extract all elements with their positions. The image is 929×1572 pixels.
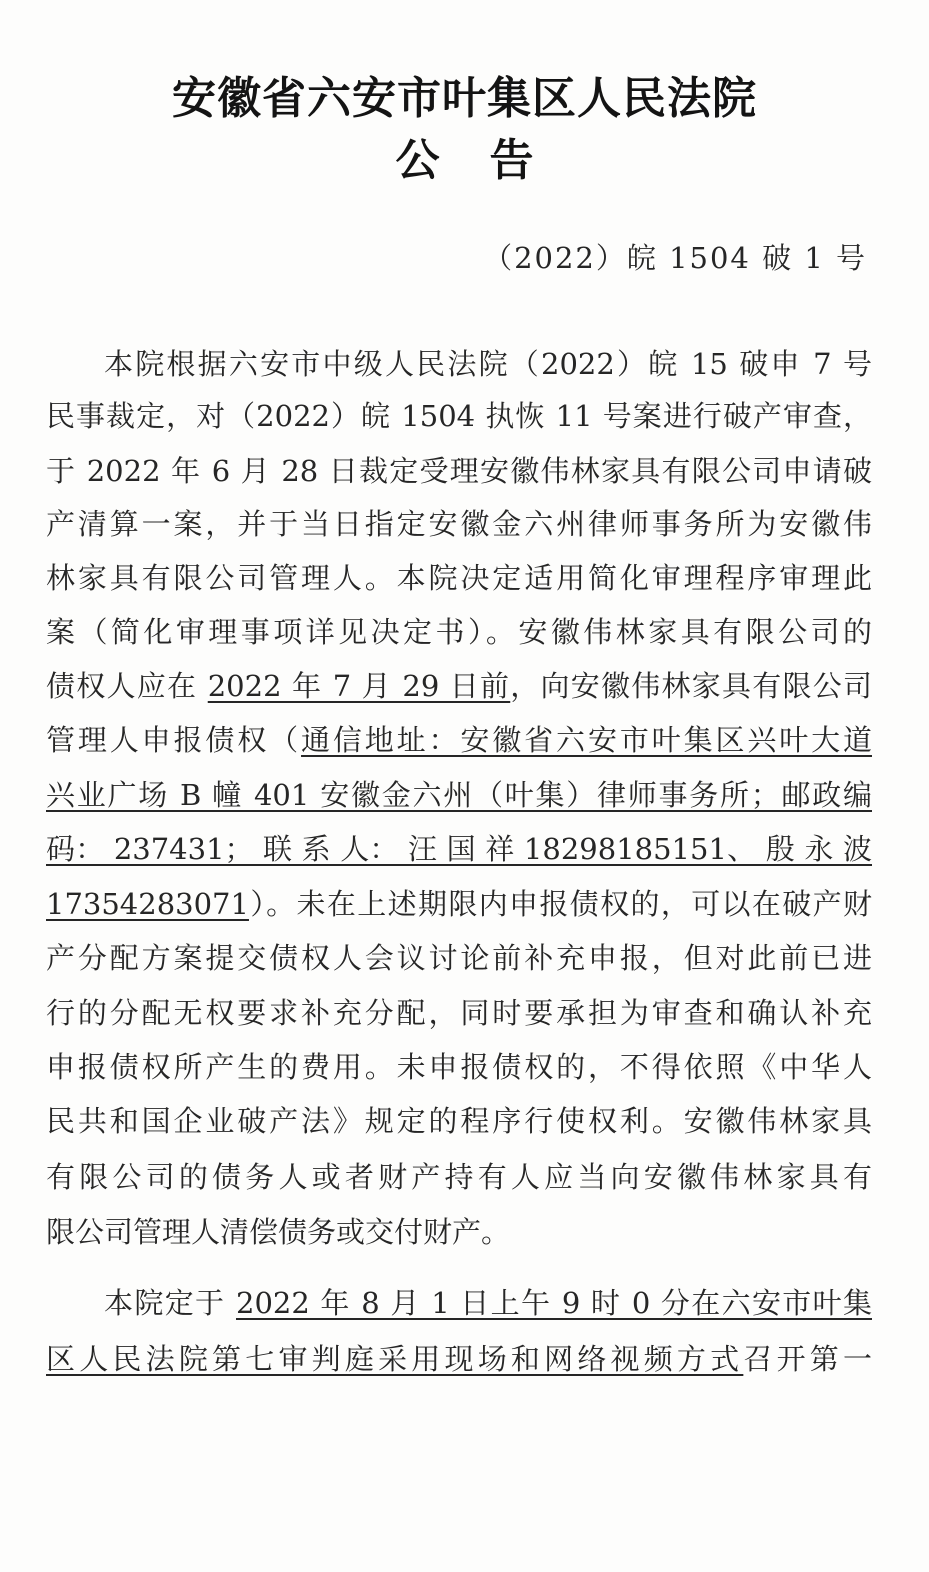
body-text: 召开第一 [743,1342,872,1376]
body-line: 案（简化审理事项详见决定书）。安徽伟林家具有限公司的 [46,615,872,649]
body-text: 债权人应在 [46,669,208,703]
document-type-heading: 公告 [395,135,584,186]
body-line: 民共和国企业破产法》规定的程序行使权利。安徽伟林家具 [46,1104,872,1138]
body-line: 林家具有限公司管理人。本院决定适用简化审理程序审理此 [46,561,872,595]
meeting-venue: 区人民法院第七审判庭采用现场和网络视频方式 [46,1342,744,1376]
body-line: 兴业广场 B 幢 401 安徽金六州（叶集）律师事务所；邮政编 [46,778,872,812]
body-line: 产清算一案，并于当日指定安徽金六州律师事务所为安徽伟 [46,507,872,541]
body-text: 管理人申报债权（ [46,723,302,757]
body-line: 产分配方案提交债权人会议讨论前补充申报，但对此前已进 [46,941,872,975]
meeting-time: 2022 年 8 月 1 日上午 9 时 0 分在六安市叶集 [236,1286,872,1320]
body-line: 限公司管理人清偿债务或交付财产。 [46,1215,511,1249]
body-text: ）。未在上述期限内申报债权的，可以在破产财 [248,887,872,921]
body-line [46,1339,872,1379]
body-line: 民事裁定，对（2022）皖 1504 执恢 11 号案进行破产审查， [46,399,872,433]
case-number: （2022）皖 1504 破 1 号 [483,241,867,275]
mailing-address: 通信地址：安徽省六安市叶集区兴叶大道 [301,723,872,757]
body-line [46,720,872,760]
body-line: 行的分配无权要求补充分配，同时要承担为审查和确认补充 [46,996,872,1030]
contact-phone: 17354283071 [46,887,249,921]
court-name-heading: 安徽省六安市叶集区人民法院 [172,73,757,124]
body-line [46,884,872,924]
contact-line: 码： 237431； 联 系 人： 汪 国 祥 18298185151、 殷 永 波 [46,832,872,866]
body-line [46,666,872,706]
body-line: 申报债权所产生的费用。未申报债权的，不得依照《中华人 [46,1050,872,1084]
claim-deadline: 2022 年 7 月 29 日前 [207,669,511,703]
body-line: 有限公司的债务人或者财产持有人应当向安徽伟林家具有 [46,1160,872,1194]
body-line: 本院根据六安市中级人民法院（2022）皖 15 破申 7 号 [104,347,872,381]
body-line: 于 2022 年 6 月 28 日裁定受理安徽伟林家具有限公司申请破 [46,454,872,488]
body-text: 本院定于 [104,1286,236,1320]
body-text: ，向安徽伟林家具有限公司 [510,669,872,703]
body-line [104,1283,872,1323]
